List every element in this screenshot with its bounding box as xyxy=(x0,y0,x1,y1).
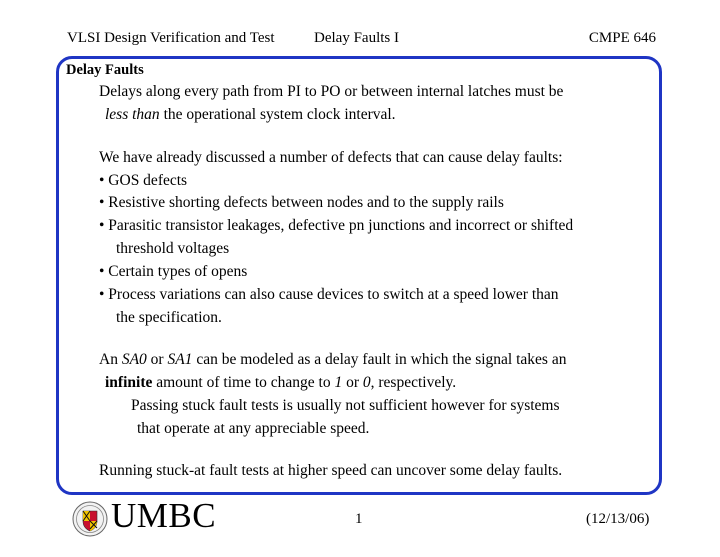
slide-date: (12/13/06) xyxy=(586,511,650,527)
umbc-logo-text: UMBC xyxy=(111,496,217,535)
bullet-process: • Process variations can also cause devices to switch at a speed lower than xyxy=(99,286,559,303)
bullet-process-cont: the specification. xyxy=(116,309,222,326)
bullet-opens: • Certain types of opens xyxy=(99,263,248,280)
bullet-parasitic-cont: threshold voltages xyxy=(116,240,230,257)
para3-sub2: that operate at any appreciable speed. xyxy=(137,420,370,437)
bullet-gos: • GOS defects xyxy=(99,172,188,189)
para3-sub1: Passing stuck fault tests is usually not sufficient however for systems xyxy=(131,397,560,414)
para3-line1: An SA0 or SA1 can be modeled as a delay fault in which the signal takes an xyxy=(99,351,567,368)
para1-line2: less than the operational system clock interval. xyxy=(105,106,396,123)
umbc-seal-icon xyxy=(72,501,108,537)
bullet-parasitic: • Parasitic transistor leakages, defective pn junctions and incorrect or shifted xyxy=(99,217,574,234)
para2-intro: We have already discussed a number of defects that can cause delay faults: xyxy=(99,149,563,166)
header-course: VLSI Design Verification and Test xyxy=(67,30,275,46)
para3-line2: infinite amount of time to change to 1 or 0, respectively. xyxy=(105,374,457,391)
page-number: 1 xyxy=(355,511,363,527)
header-topic: Delay Faults I xyxy=(314,30,399,46)
slide-title: Delay Faults xyxy=(66,62,144,78)
para4: Running stuck-at fault tests at higher speed can uncover some delay faults. xyxy=(99,462,563,479)
para1-line1: Delays along every path from PI to PO or between internal latches must be xyxy=(99,83,564,100)
header-course-code: CMPE 646 xyxy=(588,30,656,46)
bullet-resistive: • Resistive shorting defects between nodes and to the supply rails xyxy=(99,194,504,211)
emphasis-less-than: less than xyxy=(105,106,160,123)
